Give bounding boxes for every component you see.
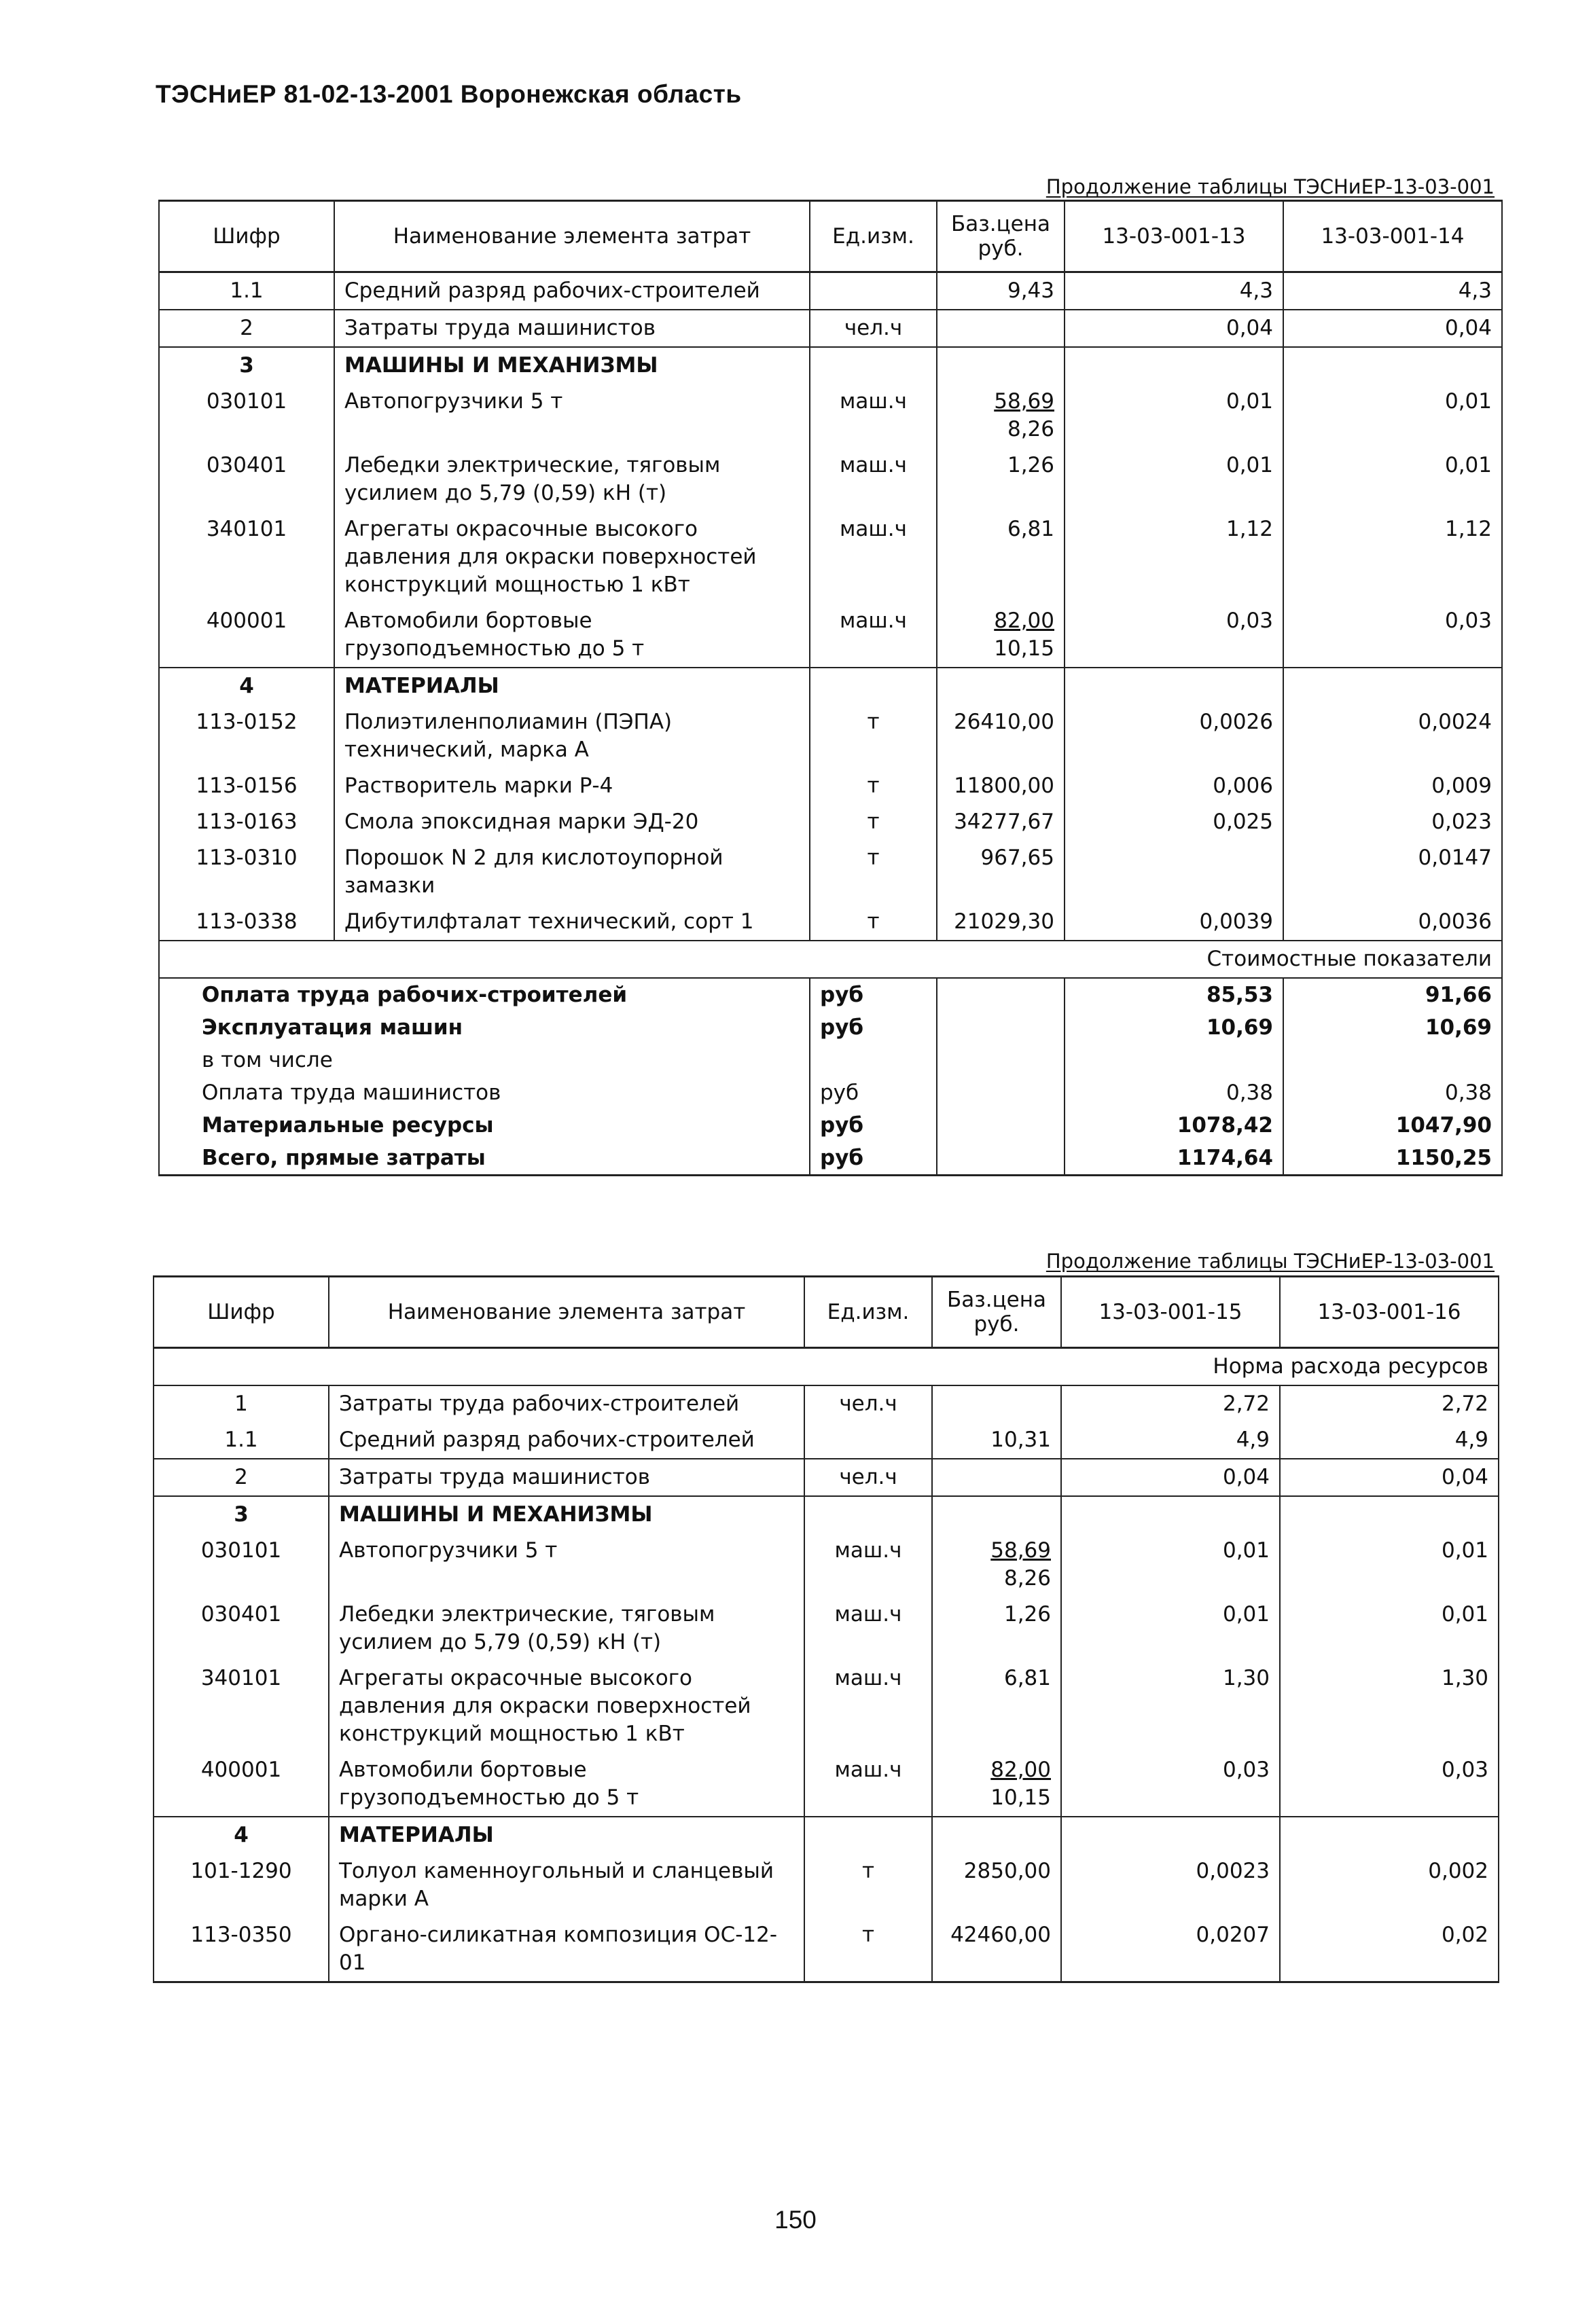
row-value-2: 0,04 (1283, 310, 1502, 347)
table-row (159, 668, 1502, 704)
page-number: 150 (774, 2206, 817, 2234)
row-value-2: 0,0147 (1283, 840, 1502, 904)
row-unit: маш.ч (804, 1597, 932, 1660)
row-code: 2 (159, 310, 334, 347)
summary-value-2: 0,38 (1283, 1076, 1502, 1109)
row-code: 400001 (154, 1752, 329, 1817)
row-name: Агрегаты окрасочные высокого давления для окраски поверхностей конструкций мощностью 1 кВт (334, 511, 810, 603)
row-value-1: 0,04 (1061, 1459, 1280, 1496)
row-unit: т (810, 904, 937, 941)
row-value-1: 0,03 (1065, 603, 1283, 668)
row-unit: маш.ч (810, 603, 937, 668)
summary-row (159, 1109, 1502, 1142)
row-code: 113-0350 (154, 1917, 329, 1982)
row-price (937, 904, 1065, 941)
summary-label: Оплата труда рабочих-строителей (159, 978, 810, 1011)
header-col-13: 13-03-001-13 (1065, 201, 1283, 272)
summary-price (937, 1076, 1065, 1109)
row-name: МАШИНЫ И МЕХАНИЗМЫ (329, 1496, 804, 1533)
row-value-1: 4,9 (1061, 1422, 1280, 1459)
summary-unit: руб (810, 1076, 937, 1109)
row-unit: маш.ч (804, 1660, 932, 1752)
row-value-2: 1,30 (1280, 1660, 1499, 1752)
summary-row (159, 978, 1502, 1011)
row-name: Автомобили бортовые грузоподъемностью до 5 т (334, 603, 810, 668)
table-row (154, 1496, 1499, 1533)
table-row (154, 1660, 1499, 1752)
row-name: Автопогрузчики 5 т (334, 384, 810, 448)
summary-label: Эксплуатация машин (159, 1011, 810, 1044)
page-title: ТЭСНиЕР 81-02-13-2001 Воронежская область (156, 80, 742, 108)
table-row (154, 1597, 1499, 1660)
row-name: Растворитель марки Р-4 (334, 768, 810, 804)
row-name: МАТЕРИАЛЫ (329, 1817, 804, 1853)
row-price (932, 1496, 1061, 1533)
summary-unit: руб (810, 1011, 937, 1044)
row-value-2 (1283, 668, 1502, 704)
table-row (159, 347, 1502, 384)
row-value-2: 0,03 (1280, 1752, 1499, 1817)
summary-value-1: 1174,64 (1065, 1142, 1283, 1176)
row-price-value: 1,26 (1007, 453, 1054, 477)
row-name: Органо-силикатная композиция ОС-12-01 (329, 1917, 804, 1982)
summary-value-2 (1283, 1044, 1502, 1076)
summary-label: в том числе (159, 1044, 810, 1076)
row-code: 113-0163 (159, 804, 334, 840)
row-price-value: 967,65 (980, 846, 1054, 870)
row-unit: маш.ч (804, 1752, 932, 1817)
header-unit: Ед.изм. (810, 201, 937, 272)
row-value-2: 0,009 (1283, 768, 1502, 804)
row-code: 1.1 (159, 272, 334, 310)
row-value-1: 0,01 (1065, 384, 1283, 448)
row-value-1: 0,03 (1061, 1752, 1280, 1817)
row-code: 340101 (159, 511, 334, 603)
row-value-2: 0,01 (1283, 384, 1502, 448)
row-price-value: 9,43 (1007, 278, 1054, 303)
summary-row (159, 1142, 1502, 1176)
summary-value-2: 91,66 (1283, 978, 1502, 1011)
row-value-2 (1283, 347, 1502, 384)
row-unit (804, 1817, 932, 1853)
table-row (159, 448, 1502, 511)
row-price-value: 11800,00 (954, 774, 1054, 798)
summary-unit: руб (810, 978, 937, 1011)
row-price (937, 804, 1065, 840)
table-row (154, 1385, 1499, 1422)
row-value-1: 1,12 (1065, 511, 1283, 603)
row-price-value: 1,26 (1003, 1602, 1051, 1627)
row-value-1 (1065, 668, 1283, 704)
row-price (932, 1660, 1061, 1752)
table-row (159, 384, 1502, 448)
summary-value-1: 10,69 (1065, 1011, 1283, 1044)
row-price (937, 511, 1065, 603)
row-unit: маш.ч (810, 511, 937, 603)
row-code: 4 (159, 668, 334, 704)
summary-label: Материальные ресурсы (159, 1109, 810, 1142)
row-code: 030101 (159, 384, 334, 448)
table-row (154, 1853, 1499, 1917)
row-price (937, 384, 1065, 448)
row-code: 030401 (154, 1597, 329, 1660)
row-name: Затраты труда машинистов (329, 1459, 804, 1496)
summary-price (937, 978, 1065, 1011)
row-value-2: 2,72 (1280, 1385, 1499, 1422)
row-value-1: 0,04 (1065, 310, 1283, 347)
row-name: Затраты труда рабочих-строителей (329, 1385, 804, 1422)
table-row (159, 603, 1502, 668)
row-price (937, 448, 1065, 511)
row-value-2: 0,03 (1283, 603, 1502, 668)
header-col-16: 13-03-001-16 (1280, 1277, 1499, 1348)
table-row (159, 704, 1502, 768)
row-code: 030401 (159, 448, 334, 511)
row-value-2 (1280, 1817, 1499, 1853)
row-price (937, 704, 1065, 768)
row-name: Автомобили бортовые грузоподъемностью до 5 т (329, 1752, 804, 1817)
table1-header-row (159, 201, 1502, 272)
summary-value-2: 1047,90 (1283, 1109, 1502, 1142)
row-name: Лебедки электрические, тяговым усилием до 5,79 (0,59) кН (т) (334, 448, 810, 511)
header-col-14: 13-03-001-14 (1283, 201, 1502, 272)
row-value-1 (1061, 1817, 1280, 1853)
row-price-value: 26410,00 (954, 710, 1054, 734)
row-price-value: 82,00 (994, 609, 1054, 633)
table-row (159, 840, 1502, 904)
row-value-1: 4,3 (1065, 272, 1283, 310)
row-name: Средний разряд рабочих-строителей (334, 272, 810, 310)
row-price (937, 668, 1065, 704)
summary-value-1 (1065, 1044, 1283, 1076)
row-price (932, 1853, 1061, 1917)
row-value-1: 1,30 (1061, 1660, 1280, 1752)
row-code: 400001 (159, 603, 334, 668)
row-value-1: 0,01 (1065, 448, 1283, 511)
row-name: МАШИНЫ И МЕХАНИЗМЫ (334, 347, 810, 384)
row-price (937, 347, 1065, 384)
summary-unit (810, 1044, 937, 1076)
row-name: Затраты труда машинистов (334, 310, 810, 347)
row-value-2: 0,0036 (1283, 904, 1502, 941)
row-code: 3 (159, 347, 334, 384)
row-unit: чел.ч (804, 1385, 932, 1422)
norm-band-label: Норма расхода ресурсов (154, 1348, 1499, 1386)
row-value-2: 0,01 (1280, 1533, 1499, 1597)
row-code: 3 (154, 1496, 329, 1533)
row-value-1: 0,0039 (1065, 904, 1283, 941)
row-price (937, 768, 1065, 804)
norm-band-row (154, 1348, 1499, 1386)
row-unit: чел.ч (810, 310, 937, 347)
row-unit: маш.ч (810, 448, 937, 511)
row-unit: т (810, 840, 937, 904)
row-price-value: 21029,30 (954, 909, 1054, 934)
row-price (932, 1459, 1061, 1496)
row-price-value: 6,81 (1007, 517, 1054, 541)
table-row (154, 1459, 1499, 1496)
row-name: Порошок N 2 для кислотоупорной замазки (334, 840, 810, 904)
row-value-2: 1,12 (1283, 511, 1502, 603)
header-unit: Ед.изм. (804, 1277, 932, 1348)
row-value-1: 0,01 (1061, 1597, 1280, 1660)
row-name: Смола эпоксидная марки ЭД-20 (334, 804, 810, 840)
row-unit: т (804, 1917, 932, 1982)
table-row (154, 1533, 1499, 1597)
row-price (937, 840, 1065, 904)
row-value-1 (1065, 840, 1283, 904)
summary-value-1: 0,38 (1065, 1076, 1283, 1109)
header-code: Шифр (154, 1277, 329, 1348)
row-code: 113-0156 (159, 768, 334, 804)
table1 (158, 200, 1503, 1176)
summary-unit: руб (810, 1142, 937, 1176)
row-name: Толуол каменноугольный и сланцевый марки А (329, 1853, 804, 1917)
row-code: 113-0152 (159, 704, 334, 768)
table-row (159, 272, 1502, 310)
row-value-2: 4,3 (1283, 272, 1502, 310)
table-row (159, 768, 1502, 804)
row-unit (804, 1422, 932, 1459)
row-price (932, 1817, 1061, 1853)
row-code: 340101 (154, 1660, 329, 1752)
row-price (932, 1385, 1061, 1422)
row-unit (810, 272, 937, 310)
row-value-2 (1280, 1496, 1499, 1533)
row-value-2: 0,01 (1280, 1597, 1499, 1660)
row-value-2: 0,04 (1280, 1459, 1499, 1496)
row-value-1: 0,0023 (1061, 1853, 1280, 1917)
row-value-1: 2,72 (1061, 1385, 1280, 1422)
row-code: 2 (154, 1459, 329, 1496)
row-value-2: 0,01 (1283, 448, 1502, 511)
row-value-2: 4,9 (1280, 1422, 1499, 1459)
table-row (159, 310, 1502, 347)
row-unit: т (810, 804, 937, 840)
header-price: Баз.цена руб. (937, 201, 1065, 272)
row-value-1 (1065, 347, 1283, 384)
summary-label: Оплата труда машинистов (159, 1076, 810, 1109)
row-price (932, 1422, 1061, 1459)
row-unit: т (804, 1853, 932, 1917)
row-unit (810, 668, 937, 704)
cost-band-row (159, 941, 1502, 978)
row-price-value: 2850,00 (963, 1859, 1051, 1883)
row-value-1: 0,0207 (1061, 1917, 1280, 1982)
row-unit: т (810, 768, 937, 804)
row-name: Агрегаты окрасочные высокого давления для окраски поверхностей конструкций мощностью 1 кВт (329, 1660, 804, 1752)
summary-value-2: 1150,25 (1283, 1142, 1502, 1176)
row-value-1: 0,025 (1065, 804, 1283, 840)
table2-header-row (154, 1277, 1499, 1348)
table2-caption: Продолжение таблицы ТЭСНиЕР-13-03-001 (1045, 1250, 1495, 1273)
row-price-secondary: 10,15 (990, 1785, 1051, 1810)
row-unit: чел.ч (804, 1459, 932, 1496)
cost-band-label: Стоимостные показатели (159, 941, 1502, 978)
summary-price (937, 1011, 1065, 1044)
summary-label: Всего, прямые затраты (159, 1142, 810, 1176)
table1-caption: Продолжение таблицы ТЭСНиЕР-13-03-001 (1045, 175, 1495, 198)
row-code: 113-0338 (159, 904, 334, 941)
row-price-value: 58,69 (994, 389, 1054, 414)
summary-price (937, 1142, 1065, 1176)
table-row (154, 1422, 1499, 1459)
row-code: 1 (154, 1385, 329, 1422)
row-value-1 (1061, 1496, 1280, 1533)
row-price-secondary: 8,26 (1007, 417, 1054, 441)
row-price (932, 1533, 1061, 1597)
row-unit: т (810, 704, 937, 768)
row-unit (804, 1496, 932, 1533)
row-price (937, 603, 1065, 668)
row-price-value: 82,00 (990, 1758, 1051, 1782)
table-row (159, 511, 1502, 603)
row-name: Средний разряд рабочих-строителей (329, 1422, 804, 1459)
row-price (932, 1752, 1061, 1817)
summary-row (159, 1076, 1502, 1109)
table-row (154, 1917, 1499, 1982)
row-price-value: 6,81 (1003, 1666, 1051, 1690)
row-value-2: 0,002 (1280, 1853, 1499, 1917)
table2 (153, 1275, 1499, 1983)
row-price-secondary: 10,15 (994, 636, 1054, 661)
row-price-value: 10,31 (990, 1428, 1051, 1452)
table-row (159, 904, 1502, 941)
row-code: 113-0310 (159, 840, 334, 904)
table-row (154, 1817, 1499, 1853)
row-value-1: 0,01 (1061, 1533, 1280, 1597)
header-name: Наименование элемента затрат (334, 201, 810, 272)
table-row (159, 804, 1502, 840)
row-name: МАТЕРИАЛЫ (334, 668, 810, 704)
row-name: Полиэтиленполиамин (ПЭПА) технический, марка А (334, 704, 810, 768)
row-price-secondary: 8,26 (1003, 1566, 1051, 1591)
row-price-value: 42460,00 (950, 1923, 1051, 1947)
row-value-1: 0,0026 (1065, 704, 1283, 768)
row-name: Автопогрузчики 5 т (329, 1533, 804, 1597)
row-price (932, 1917, 1061, 1982)
row-code: 030101 (154, 1533, 329, 1597)
row-unit: маш.ч (810, 384, 937, 448)
row-value-2: 0,0024 (1283, 704, 1502, 768)
summary-value-2: 10,69 (1283, 1011, 1502, 1044)
row-price-value: 58,69 (990, 1538, 1051, 1563)
header-name: Наименование элемента затрат (329, 1277, 804, 1348)
header-code: Шифр (159, 201, 334, 272)
table-row (154, 1752, 1499, 1817)
row-unit (810, 347, 937, 384)
row-name: Дибутилфталат технический, сорт 1 (334, 904, 810, 941)
row-code: 1.1 (154, 1422, 329, 1459)
row-price-value: 34277,67 (954, 810, 1054, 834)
row-price (932, 1597, 1061, 1660)
row-name: Лебедки электрические, тяговым усилием до 5,79 (0,59) кН (т) (329, 1597, 804, 1660)
summary-row (159, 1011, 1502, 1044)
summary-price (937, 1044, 1065, 1076)
row-value-2: 0,02 (1280, 1917, 1499, 1982)
row-unit: маш.ч (804, 1533, 932, 1597)
row-code: 101-1290 (154, 1853, 329, 1917)
row-code: 4 (154, 1817, 329, 1853)
row-value-1: 0,006 (1065, 768, 1283, 804)
summary-value-1: 85,53 (1065, 978, 1283, 1011)
header-col-15: 13-03-001-15 (1061, 1277, 1280, 1348)
row-price (937, 272, 1065, 310)
summary-row (159, 1044, 1502, 1076)
row-value-2: 0,023 (1283, 804, 1502, 840)
summary-price (937, 1109, 1065, 1142)
header-price: Баз.цена руб. (932, 1277, 1061, 1348)
row-price (937, 310, 1065, 347)
summary-value-1: 1078,42 (1065, 1109, 1283, 1142)
summary-unit: руб (810, 1109, 937, 1142)
